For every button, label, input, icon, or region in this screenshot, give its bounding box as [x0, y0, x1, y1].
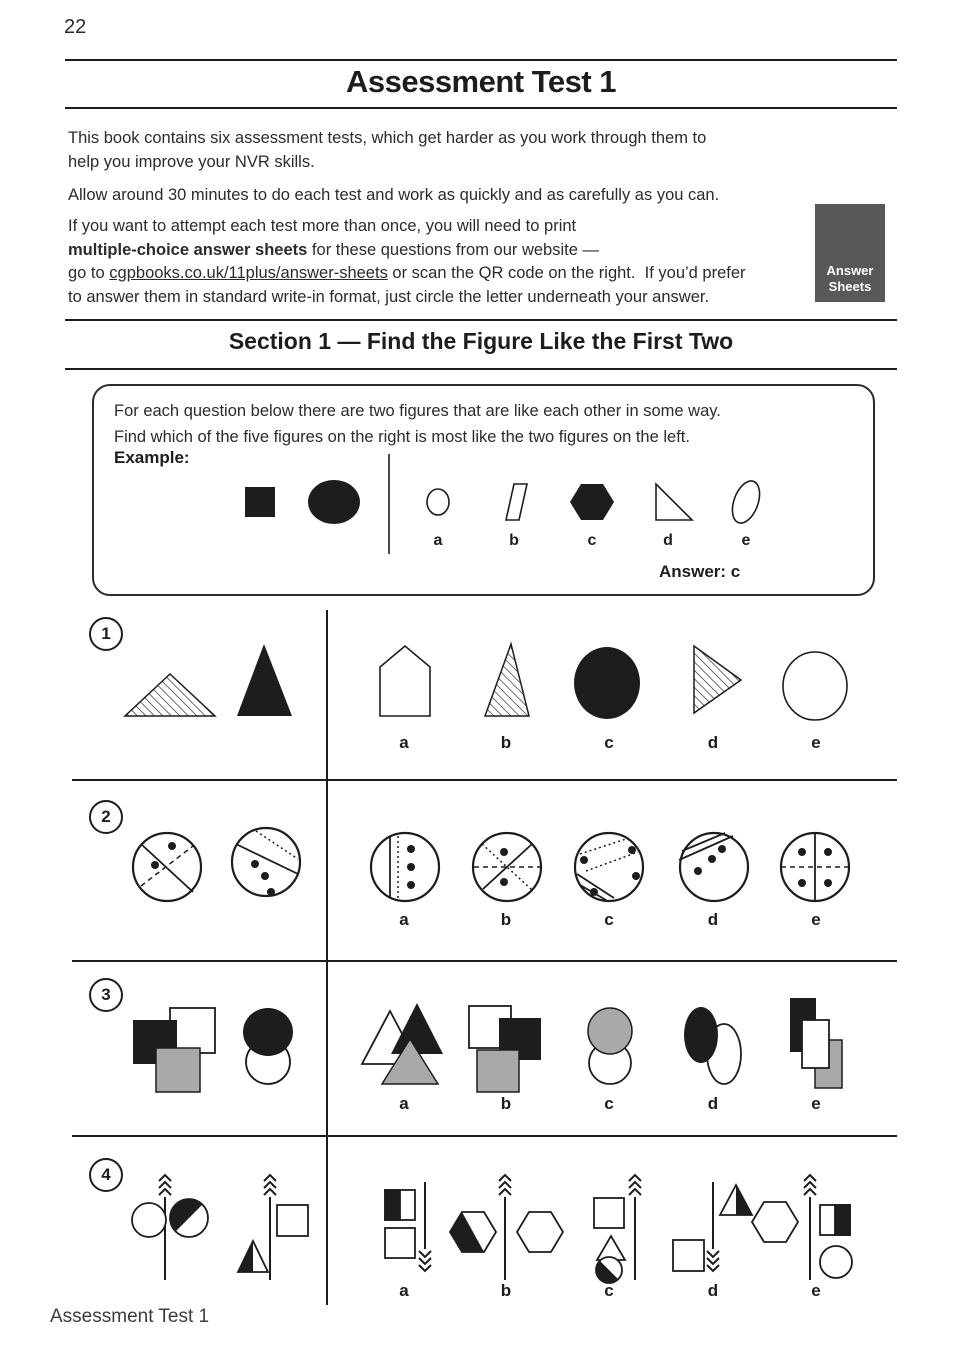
example-left-figures [245, 480, 360, 524]
q3-option-b-figure [469, 1006, 541, 1092]
intro-p3-line3-post: or scan the QR code on the right. If you’d prefer [387, 264, 746, 282]
q2-option-e-figure [781, 833, 849, 901]
q3-option-b-label: b [500, 1094, 512, 1113]
q4-option-a-figure [385, 1182, 431, 1271]
page-title: Assessment Test 1 [345, 64, 617, 99]
bold-answer-sheets-text: multiple-choice answer sheets [68, 240, 308, 259]
question-3-number: 3 [89, 978, 123, 1012]
q4-left-figure-2 [238, 1175, 308, 1280]
q4-option-a-label: a [399, 1281, 409, 1300]
q3-option-a-label: a [399, 1094, 409, 1113]
q2-option-d-label: d [707, 910, 719, 929]
rule-below-title [65, 107, 897, 109]
q1-option-e-figure [783, 652, 847, 720]
example-answer: Answer: c [659, 562, 741, 581]
intro-p1-line2: help you improve your NVR skills. [68, 152, 315, 171]
q1-option-a-figure [380, 646, 430, 716]
q1-option-e-label: e [811, 733, 821, 752]
rule-above-section [65, 319, 897, 321]
intro-p3-line1: If you want to attempt each test more than once, you will need to print [68, 217, 577, 235]
q1-option-b-figure [485, 644, 529, 716]
intro-p3-line2 [68, 239, 746, 263]
example-option-c-label: c [587, 532, 597, 549]
q2-option-a-label: a [399, 910, 409, 929]
q3-option-c-label: c [604, 1094, 614, 1113]
question-2 [65, 780, 897, 962]
q2-option-b-label: b [500, 910, 512, 929]
q3-option-d-figure [684, 1007, 741, 1084]
example-option-e-figure [727, 477, 765, 527]
q2-option-c-figure [575, 833, 643, 901]
example-figures [94, 386, 877, 598]
q2-option-d-figure [679, 833, 748, 901]
intro-p3-line3-pre: go to [68, 264, 110, 282]
intro-p3-line4: to answer them in standard write-in format, just circle the letter underneath your answer. [68, 287, 710, 306]
q1-option-c-label: c [604, 733, 614, 752]
q4-left-figure-1 [132, 1175, 208, 1280]
intro-paragraph-1 [68, 127, 706, 174]
footer-running-title: Assessment Test 1 [50, 1306, 210, 1327]
question-2-number: 2 [89, 800, 123, 834]
question-4 [65, 1137, 897, 1305]
q3-left-figure-1 [133, 1008, 215, 1092]
question-2-figures [65, 780, 897, 962]
example-option-d-figure [656, 484, 692, 520]
q1-option-d-label: d [707, 733, 719, 752]
question-3-figures [65, 962, 897, 1137]
example-option-a-label: a [433, 532, 443, 549]
answer-sheets-qr-badge [815, 204, 885, 302]
q1-left-figures [125, 644, 292, 716]
rule-below-section [65, 368, 897, 370]
question-1 [65, 610, 897, 780]
intro-p3-line2-rest: for these questions from our website — [307, 240, 599, 259]
q2-option-b-figure [473, 833, 541, 901]
question-4-figures [65, 1137, 897, 1305]
example-label: Example: [114, 448, 190, 467]
q2-left-figure-2 [232, 828, 300, 896]
q3-left-figure-2 [243, 1008, 293, 1084]
q2-option-e-label: e [811, 910, 821, 929]
q4-option-c-label: c [604, 1281, 614, 1300]
q1-option-d-figure [694, 646, 741, 713]
q4-option-e-label: e [811, 1281, 821, 1300]
answer-sheets-url: cgpbooks.co.uk/11plus/answer-sheets [109, 264, 388, 282]
example-option-a-figure [427, 489, 449, 515]
q4-option-d-figure [673, 1182, 752, 1271]
badge-line2: Sheets [828, 279, 872, 294]
q4-option-e-figure [752, 1175, 852, 1280]
intro-p3-line3 [68, 262, 746, 286]
badge-line1: Answer [826, 263, 874, 278]
question-1-figures [65, 610, 897, 780]
q1-option-c-figure [574, 647, 640, 719]
instruction-line1: For each question below there are two figures that are like each other in some way. [114, 402, 721, 420]
page-number: 22 [64, 16, 87, 38]
q3-option-d-label: d [707, 1094, 719, 1113]
instruction-line2: Find which of the five figures on the right is most like the two figures on the left. [114, 428, 690, 446]
q2-left-figure-1 [133, 833, 201, 901]
q3-option-e-figure [790, 998, 842, 1088]
q1-option-b-label: b [500, 733, 512, 752]
example-option-b-figure [506, 484, 527, 520]
q4-option-b-figure [450, 1175, 563, 1280]
intro-paragraph-2 [68, 184, 719, 208]
intro-p2-line1: Allow around 30 minutes to do each test and work as quickly and as carefully as you can. [68, 186, 720, 204]
intro-paragraph-3 [68, 215, 746, 309]
example-option-c-figure [570, 484, 614, 520]
q3-option-c-figure [588, 1008, 632, 1084]
example-box [92, 384, 875, 596]
q3-option-a-figure [362, 1003, 443, 1084]
q2-option-c-label: c [604, 910, 614, 929]
q4-option-b-label: b [500, 1281, 512, 1300]
example-option-d-label: d [663, 532, 673, 549]
question-1-number: 1 [89, 617, 123, 651]
question-3 [65, 962, 897, 1137]
rule-above-title [65, 59, 897, 61]
section-title: Section 1 — Find the Figure Like the First Two [228, 328, 734, 354]
intro-p1-line1: This book contains six assessment tests, which get harder as you work through them to [68, 129, 707, 147]
example-option-b-label: b [509, 532, 519, 549]
q1-option-a-label: a [399, 733, 409, 752]
question-4-number: 4 [89, 1158, 123, 1192]
q4-option-d-label: d [707, 1281, 719, 1300]
q3-option-e-label: e [811, 1094, 821, 1113]
example-option-e-label: e [741, 532, 751, 549]
q2-option-a-figure [371, 833, 439, 901]
q4-option-c-figure [594, 1175, 641, 1283]
